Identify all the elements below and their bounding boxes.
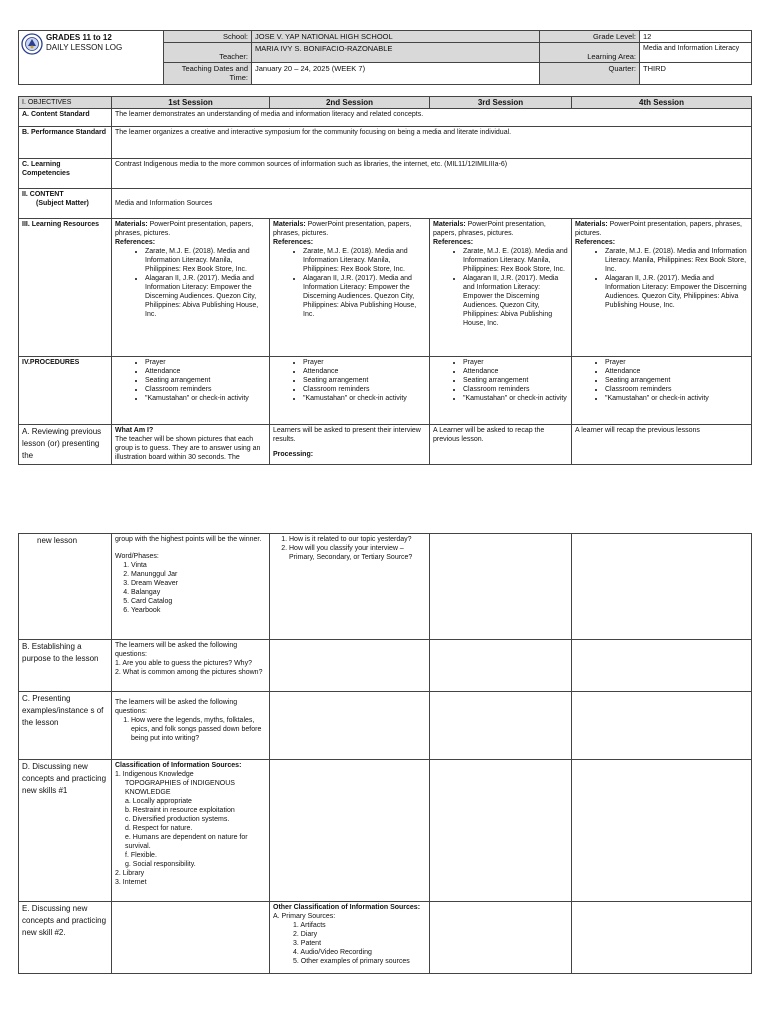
area-label: Learning Area: [540, 43, 640, 63]
grade-value: 12 [640, 31, 752, 43]
procedures-session-4: • Prayer • Attendance • Seating arrangement • Classroom reminders • "Kamustahan" or check-in activity [572, 357, 752, 425]
discuss-2-session-3 [430, 902, 572, 974]
procedures-session-3: • Prayer • Attendance • Seating arrangement • Classroom reminders • "Kamustahan" or check-in activity [430, 357, 572, 425]
review-session-2: Learners will be asked to present their interview results. Processing: [270, 425, 430, 465]
teacher-label: Teacher: [164, 43, 252, 63]
lesson-table-1 [18, 96, 751, 465]
content-standard-label: A. Content Standard [19, 109, 112, 127]
session-3-header: 3rd Session [430, 97, 572, 109]
purpose-session-4 [572, 640, 752, 692]
resources-session-3: Materials: PowerPoint presentation, papers, phrases, pictures. References: • Zarate, M.J. E. (2018). Media and Information Literacy. Manila, Philippines: Rex Book Store, Inc. • Alagaran II, J.R. (2017). Media and Information Literacy: Empower the Discerning Audiences. Quezon City, Philippines: Abiva Publishing House, Inc. [430, 219, 572, 357]
objectives-label: I. OBJECTIVES [19, 97, 112, 109]
procedures-session-2: • Prayer • Attendance • Seating arrangement • Classroom reminders • "Kamustahan" or check-in activity [270, 357, 430, 425]
performance-standard-label: B. Performance Standard [19, 127, 112, 159]
discuss-1-label: D. Discussing new concepts and practicing new skills #1 [19, 760, 112, 902]
grade-label: Grade Level: [540, 31, 640, 43]
examples-session-2 [270, 692, 430, 760]
content-label: II. CONTENT (Subject Matter) [19, 189, 112, 219]
new-lesson-session-4 [572, 534, 752, 640]
discuss-2-label: E. Discussing new concepts and practicing new skill #2. [19, 902, 112, 974]
discuss-1-session-1: Classification of Information Sources: 1. Indigenous Knowledge TOPOGRAPHIES of INDIGENOUS KNOWLEDGE a. Locally appropriate b. Restraint in resource exploitation c. Diversified production systems. d. Respect for nature. e. Humans are dependent on nature for survival. f. Flexible. g. Social responsibility. 2. Library 3. Internet [112, 760, 270, 902]
deped-seal-icon [21, 33, 43, 55]
new-lesson-session-3 [430, 534, 572, 640]
title-line2: DAILY LESSON LOG [46, 43, 123, 52]
competencies-text: Contrast Indigenous media to the more common sources of information such as libraries, the internet, etc. (MIL11/12IMILIIIa-6) [112, 159, 752, 189]
title-line1: GRADES 11 to 12 [46, 33, 112, 42]
teacher-value: MARIA IVY S. BONIFACIO-RAZONABLE [252, 43, 540, 63]
new-lesson-session-2: 1. How is it related to our topic yesterday? 2. How will you classify your interview – Primary, Secondary, or Tertiary Source? [270, 534, 430, 640]
discuss-1-session-2 [270, 760, 430, 902]
procedures-session-1: • Prayer • Attendance • Seating arrangement • Classroom reminders • "Kamustahan" or check-in activity [112, 357, 270, 425]
resources-session-2: Materials: PowerPoint presentation, papers, phrases, pictures. References: • Zarate, M.J. E. (2018). Media and Information Literacy. Manila, Philippines: Rex Book Store, Inc. • Alagaran II, J.R. (2017). Media and Information Literacy: Empower the Discerning Audiences. Quezon City, Philippines: Abiva Publishing House, Inc. [270, 219, 430, 357]
examples-session-3 [430, 692, 572, 760]
school-value: JOSE V. YAP NATIONAL HIGH SCHOOL [252, 31, 540, 43]
title-cell [19, 31, 164, 85]
content-standard-text: The learner demonstrates an understanding of media and information literacy and related concepts. [112, 109, 752, 127]
session-2-header: 2nd Session [270, 97, 430, 109]
school-label: School: [164, 31, 252, 43]
resources-session-4: Materials: PowerPoint presentation, papers, phrases, pictures. References: • Zarate, M.J. E. (2018). Media and Information Literacy. Manila, Philippines: Rex Book Store, Inc. • Alagaran II, J.R. (2017). Media and Information Literacy: Empower the Discerning Audiences. Quezon City, Philippines: Abiva Publishing House, Inc. [572, 219, 752, 357]
resources-label: III. Learning Resources [19, 219, 112, 357]
content-text: Media and Information Sources [112, 189, 752, 219]
dates-label: Teaching Dates and Time: [164, 63, 252, 85]
performance-standard-text: The learner organizes a creative and interactive symposium for the community focusing on being a media and literate individual. [112, 127, 752, 159]
examples-session-4 [572, 692, 752, 760]
examples-label: C. Presenting examples/instance s of the lesson [19, 692, 112, 760]
new-lesson-session-1: group with the highest points will be the winner. Word/Phases: 1. Vinta 2. Manunggul Jar 3. Dream Weaver 4. Balangay 5. Card Catalog 6. Yearbook [112, 534, 270, 640]
header-block [18, 30, 751, 83]
review-label: A. Reviewing previous lesson (or) presenting the [19, 425, 112, 465]
quarter-value: THIRD [640, 63, 752, 85]
area-value: Media and Information Literacy [640, 43, 752, 63]
purpose-label: B. Establishing a purpose to the lesson [19, 640, 112, 692]
new-lesson-label: new lesson [19, 534, 112, 640]
dates-value: January 20 – 24, 2025 (WEEK 7) [252, 63, 540, 85]
session-4-header: 4th Session [572, 97, 752, 109]
examples-session-1: The learners will be asked the following questions: 1. How were the legends, myths, folktales, epics, and folk songs passed down before being put into writing? [112, 692, 270, 760]
procedures-label: IV.PROCEDURES [19, 357, 112, 425]
competencies-label: C. Learning Competencies [19, 159, 112, 189]
review-session-1: What Am I? The teacher will be shown pictures that each group is to guess. They are to answer using an illustration board within 30 seconds. The [112, 425, 270, 465]
discuss-2-session-1 [112, 902, 270, 974]
session-1-header: 1st Session [112, 97, 270, 109]
review-session-3: A Learner will be asked to recap the previous lesson. [430, 425, 572, 465]
purpose-session-1: The learners will be asked the following questions: 1. Are you able to guess the pictures? Why? 2. What is common among the pictures shown? [112, 640, 270, 692]
discuss-2-session-4 [572, 902, 752, 974]
discuss-1-session-4 [572, 760, 752, 902]
lesson-table-2 [18, 533, 751, 974]
discuss-2-session-2: Other Classification of Information Sources: A. Primary Sources: 1. Artifacts 2. Diary 3. Patent 4. Audio/Video Recording 5. Other examples of primary sources [270, 902, 430, 974]
discuss-1-session-3 [430, 760, 572, 902]
quarter-label: Quarter: [540, 63, 640, 85]
review-session-4: A learner will recap the previous lessons [572, 425, 752, 465]
purpose-session-3 [430, 640, 572, 692]
resources-session-1: Materials: PowerPoint presentation, papers, phrases, pictures. References: • Zarate, M.J. E. (2018). Media and Information Literacy. Manila, Philippines: Rex Book Store, Inc. • Alagaran II, J.R. (2017). Media and Information Literacy: Empower the Discerning Audiences. Quezon City, Philippines: Abiva Publishing House, Inc. [112, 219, 270, 357]
purpose-session-2 [270, 640, 430, 692]
